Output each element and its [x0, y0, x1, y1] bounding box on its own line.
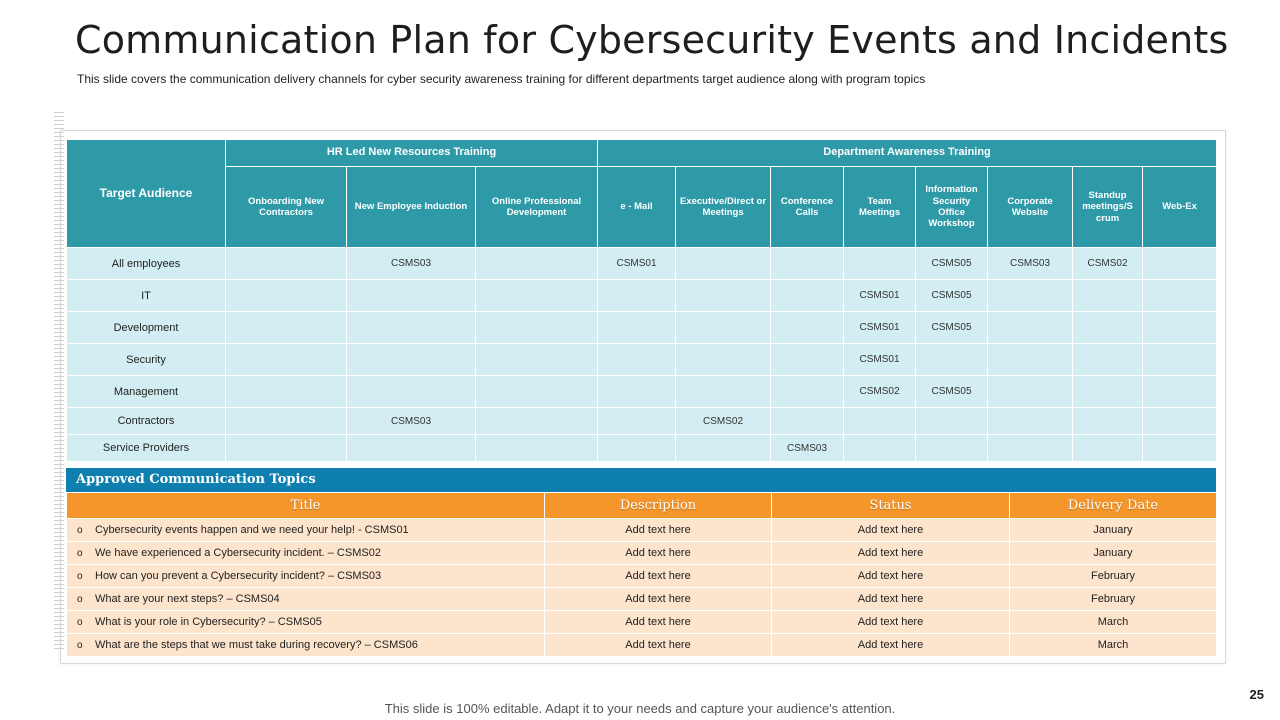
footer-note: This slide is 100% editable. Adapt it to your needs and capture your audience's attention. [384, 701, 896, 716]
matrix-cell: CSMS05 [916, 312, 988, 344]
topic-delivery-date: January [1010, 542, 1217, 565]
slide-subtitle: This slide covers the communication delivery channels for cyber security awareness training for different departments target audience along with program topics [77, 72, 926, 86]
matrix-cell [1143, 376, 1217, 408]
topic-status: Add text here [772, 634, 1010, 657]
matrix-cell [988, 376, 1073, 408]
topic-delivery-date: January [1010, 519, 1217, 542]
topic-status: Add text here [772, 519, 1010, 542]
matrix-cell [676, 435, 771, 462]
matrix-cell: CSMS01 [844, 280, 916, 312]
column-header: Executive/Direct or Meetings [676, 167, 771, 248]
matrix-cell [676, 344, 771, 376]
topic-row [67, 565, 1217, 588]
column-header: Information Security Office Workshop [916, 167, 988, 248]
matrix-cell [476, 435, 598, 462]
topic-title-cell [67, 519, 545, 542]
matrix-cell [676, 312, 771, 344]
column-header: New Employee Induction [347, 167, 476, 248]
topic-delivery-date: March [1010, 611, 1217, 634]
column-header: Web-Ex [1143, 167, 1217, 248]
audience-cell: IT [67, 280, 226, 312]
group-header-department-training: Department Awareness Training [598, 140, 1217, 167]
audience-cell: Contractors [67, 408, 226, 435]
matrix-cell [771, 280, 844, 312]
column-header: e - Mail [598, 167, 676, 248]
matrix-cell [347, 344, 476, 376]
topic-status: Add text here [772, 611, 1010, 634]
approved-topics-heading: Approved Communication Topics [66, 468, 1216, 492]
matrix-cell: CSMS03 [347, 408, 476, 435]
table-row [67, 376, 1217, 408]
matrix-cell [347, 312, 476, 344]
matrix-cell [988, 435, 1073, 462]
topic-status: Add text here [772, 588, 1010, 611]
topic-row [67, 519, 1217, 542]
matrix-cell [1143, 248, 1217, 280]
topic-description: Add text here [545, 588, 772, 611]
table-row [67, 435, 1217, 462]
matrix-cell [598, 435, 676, 462]
matrix-cell [226, 248, 347, 280]
column-header: Standup meetings/S crum [1073, 167, 1143, 248]
matrix-cell [598, 344, 676, 376]
topics-table [66, 492, 1217, 657]
topic-delivery-date: February [1010, 565, 1217, 588]
audience-cell: Service Providers [67, 435, 226, 462]
matrix-cell [1143, 408, 1217, 435]
audience-cell: Management [67, 376, 226, 408]
topic-title: What are your next steps? – CSMS04 [95, 593, 280, 605]
bullet-icon: o [77, 571, 83, 582]
matrix-cell: CSMS03 [988, 248, 1073, 280]
matrix-cell [598, 312, 676, 344]
matrix-cell [1143, 280, 1217, 312]
matrix-cell: CSMS03 [771, 435, 844, 462]
topic-status: Add text here [772, 542, 1010, 565]
topic-delivery-date: February [1010, 588, 1217, 611]
topic-row [67, 588, 1217, 611]
matrix-cell [347, 376, 476, 408]
matrix-cell [988, 344, 1073, 376]
topic-title: How can you prevent a Cybersecurity incident? – CSMS03 [95, 570, 382, 582]
topic-description: Add text here [545, 519, 772, 542]
matrix-cell: CSMS01 [844, 344, 916, 376]
topics-column-header: Description [545, 493, 772, 519]
matrix-cell [1073, 376, 1143, 408]
column-header: Team Meetings [844, 167, 916, 248]
audience-cell: All employees [67, 248, 226, 280]
matrix-cell: CSMS05 [916, 248, 988, 280]
bullet-icon: o [77, 548, 83, 559]
topics-column-header: Delivery Date [1010, 493, 1217, 519]
matrix-cell [598, 280, 676, 312]
topic-title-cell [67, 565, 545, 588]
matrix-cell [226, 408, 347, 435]
group-header-hr-training: HR Led New Resources Training [226, 140, 598, 167]
matrix-cell: CSMS02 [1073, 248, 1143, 280]
matrix-cell [1143, 344, 1217, 376]
matrix-cell [598, 376, 676, 408]
topic-title: What is your role in Cybersecurity? – CSMS05 [95, 616, 322, 628]
matrix-cell [771, 248, 844, 280]
topic-row [67, 542, 1217, 565]
audience-cell: Security [67, 344, 226, 376]
matrix-cell [347, 435, 476, 462]
matrix-cell: CSMS03 [347, 248, 476, 280]
matrix-cell [1143, 435, 1217, 462]
matrix-cell [916, 435, 988, 462]
slide-title: Communication Plan for Cybersecurity Events and Incidents [75, 18, 1229, 62]
matrix-cell: CSMS02 [844, 376, 916, 408]
column-header: Onboarding New Contractors [226, 167, 347, 248]
topics-column-header: Title [67, 493, 545, 519]
matrix-cell [676, 280, 771, 312]
matrix-cell [1143, 312, 1217, 344]
audience-cell: Development [67, 312, 226, 344]
matrix-cell [226, 376, 347, 408]
topic-title: What are the steps that we must take during recovery? – CSMS06 [95, 639, 418, 651]
matrix-cell: CSMS02 [676, 408, 771, 435]
column-header: Corporate Website [988, 167, 1073, 248]
matrix-cell [476, 408, 598, 435]
column-header: Online Professional Development [476, 167, 598, 248]
topic-title: We have experienced a Cybersecurity incident. – CSMS02 [95, 547, 381, 559]
matrix-cell: CSMS01 [598, 248, 676, 280]
matrix-cell [771, 312, 844, 344]
topic-title-cell [67, 634, 545, 657]
bullet-icon: o [77, 594, 83, 605]
matrix-cell [476, 280, 598, 312]
table-row [67, 312, 1217, 344]
topic-description: Add text here [545, 565, 772, 588]
topic-row [67, 611, 1217, 634]
matrix-cell: CSMS01 [844, 312, 916, 344]
matrix-cell [226, 435, 347, 462]
matrix-cell [476, 248, 598, 280]
topic-status: Add text here [772, 565, 1010, 588]
topic-delivery-date: March [1010, 634, 1217, 657]
bullet-icon: o [77, 617, 83, 628]
channel-matrix-table [66, 139, 1217, 462]
matrix-cell [844, 408, 916, 435]
matrix-cell [1073, 312, 1143, 344]
topics-column-header: Status [772, 493, 1010, 519]
matrix-cell [476, 376, 598, 408]
matrix-cell: CSMS05 [916, 280, 988, 312]
matrix-cell [988, 312, 1073, 344]
matrix-cell [476, 344, 598, 376]
matrix-cell [988, 408, 1073, 435]
matrix-cell [771, 376, 844, 408]
matrix-cell [598, 408, 676, 435]
matrix-cell [916, 344, 988, 376]
matrix-cell [226, 344, 347, 376]
matrix-cell [916, 408, 988, 435]
topic-title-cell [67, 611, 545, 634]
topic-description: Add text here [545, 634, 772, 657]
matrix-cell [347, 280, 476, 312]
topic-description: Add text here [545, 542, 772, 565]
matrix-cell [1073, 435, 1143, 462]
column-header: Conference Calls [771, 167, 844, 248]
table-row [67, 344, 1217, 376]
bullet-icon: o [77, 525, 83, 536]
matrix-cell [476, 312, 598, 344]
matrix-cell: CSMS05 [916, 376, 988, 408]
target-audience-header: Target Audience [67, 140, 226, 248]
page-number: 25 [1249, 687, 1264, 702]
table-row [67, 248, 1217, 280]
table-row [67, 280, 1217, 312]
matrix-cell [1073, 344, 1143, 376]
matrix-cell [844, 435, 916, 462]
matrix-cell [676, 376, 771, 408]
topic-title: Cybersecurity events happen and we need your help! - CSMS01 [95, 524, 409, 536]
matrix-cell [226, 280, 347, 312]
matrix-cell [1073, 408, 1143, 435]
matrix-cell [844, 248, 916, 280]
topic-title-cell [67, 588, 545, 611]
matrix-cell [1073, 280, 1143, 312]
matrix-cell [676, 248, 771, 280]
matrix-cell [771, 344, 844, 376]
table-row [67, 408, 1217, 435]
topic-row [67, 634, 1217, 657]
matrix-cell [988, 280, 1073, 312]
topic-description: Add text here [545, 611, 772, 634]
matrix-cell [226, 312, 347, 344]
topic-title-cell [67, 542, 545, 565]
bullet-icon: o [77, 640, 83, 651]
matrix-cell [771, 408, 844, 435]
